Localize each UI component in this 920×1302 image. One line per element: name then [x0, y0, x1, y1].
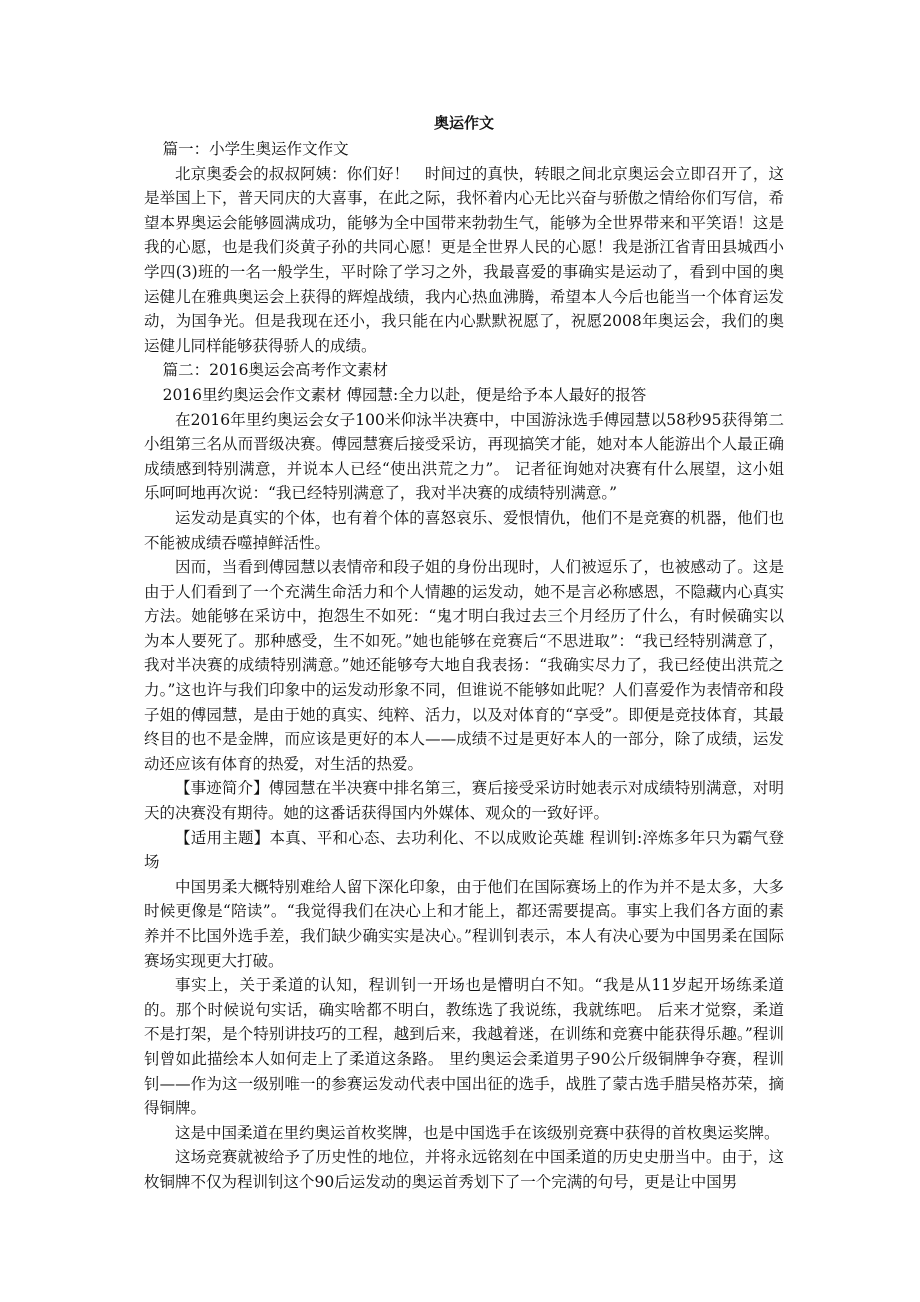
- paragraph: 因而，当看到傅园慧以表情帝和段子姐的身份出现时，人们被逗乐了，也被感动了。这是由于人们看到了一个充满生命活力和个人情趣的运发动，她不是言必称感恩，不隐藏内心真实方法。她能够在采访中，抱怨生不如死：“鬼才明白我过去三个月经历了什么，有时候确实以为本人要死了。那种感受，生不如死。”她也能够在竞赛后“不思进取”：“我已经特别满意了，我对半决赛的成绩特别满意。”她还能够夸大地自我表扬：“我确实尽力了，我已经使出洪荒之力。”这也许与我们印象中的运发动形象不同，但谁说不能够如此呢？人们喜爱作为表情帝和段子姐的傅园慧，是由于她的真实、纯粹、活力，以及对体育的“享受”。即便是竞技体育，其最终目的也不是金牌，而应该是更好的本人——成绩不过是更好本人的一部分，除了成绩，运发动还应该有体育的热爱，对生活的热爱。: [144, 558, 784, 773]
- paragraph: 事实上，关于柔道的认知，程训钊一开场也是懵明白不知。“我是从11岁起开场练柔道的。那个时候说句实话，确实啥都不明白，教练选了我说练，我就练吧。 后来才觉察，柔道不是打架，是个特别讲技巧的工程，越到后来，我越着迷，在训练和竞赛中能获得乐趣。”程训钊曾如此描绘本人如何走上了柔道这条路。 里约奥运会柔道男子90公斤级铜牌争夺赛，程训钊——作为这一级别唯一的参赛运发动代表中国出征的选手，战胜了蒙古选手腊吴格苏荣，摘得铜牌。: [144, 976, 784, 1118]
- document-body: [144, 137, 784, 1195]
- paragraph: 这是中国柔道在里约奥运首枚奖牌，也是中国选手在该级别竞赛中获得的首枚奥运奖牌。: [175, 1123, 780, 1142]
- paragraph: 运发动是真实的个体，也有着个体的喜怒哀乐、爱恨情仇，他们不是竞赛的机器，他们也不能被成绩吞噬掉鲜活性。: [144, 508, 784, 552]
- document-title: 奥运作文: [433, 114, 494, 132]
- paragraph: 这场竞赛就被给予了历史性的地位，并将永远铭刻在中国柔道的历史史册当中。由于，这枚铜牌不仅为程训钊这个90后运发动的奥运首秀划下了一个完满的句号，更是让中国男: [144, 1148, 784, 1191]
- paragraph: 在2016年里约奥运会女子100米仰泳半决赛中，中国游泳选手傅园慧以58秒95获得第二小组第三名从而晋级决赛。傅园慧赛后接受采访，再现搞笑才能，她对本人能游出个人最正确成绩感到特别满意，并说本人已经“使出洪荒之力”。 记者征询她对决赛有什么展望，这小姐乐呵呵地再次说：“我已经特别满意了，我对半决赛的成绩特别满意。”: [144, 410, 784, 503]
- paragraph: 中国男柔大概特别难给人留下深化印象，由于他们在国际赛场上的作为并不是太多，大多时候更像是“陪读”。“我觉得我们在决心上和才能上，都还需要提高。事实上我们各方面的素养并不比国外选手差，我们缺少确实实是决心。”程训钊表示，本人有决心要为中国男柔在国际赛场实现更大打破。: [144, 877, 784, 970]
- paragraph: 2016里约奥运会作文素材 傅园慧:全力以赴，便是给予本人最好的报答: [162, 385, 647, 404]
- paragraph: 【适用主题】本真、平和心态、去功利化、不以成败论英雄 程训钊:淬炼多年只为霸气登场: [144, 828, 784, 872]
- paragraph: 篇二：2016奥运会高考作文素材: [162, 361, 389, 380]
- document-page: [144, 112, 784, 1195]
- paragraph: 北京奥委会的叔叔阿姨：你们好！ 时间过的真快，转眼之间北京奥运会立即召开了，这是举国上下，普天同庆的大喜事，在此之际，我怀着内心无比兴奋与骄傲之情给你们写信，希望本界奥运会能够圆满成功，能够为全中国带来勃勃生气，能够为全世界带来和平笑语！这是我的心愿，也是我们炎黄子孙的共同心愿！更是全世界人民的心愿！我是浙江省青田县城西小学四(3)班的一名一般学生，平时除了学习之外，我最喜爱的事确实是运动了，看到中国的奥运健儿在雅典奥运会上获得的辉煌战绩，我内心热血沸腾，希望本人今后也能当一个体育运发动，为国争光。但是我现在还小，我只能在内心默默祝愿了，祝愿2008年奥运会，我们的奥运健儿同样能够获得骄人的成绩。: [144, 164, 784, 355]
- paragraph: 【事迹简介】傅园慧在半决赛中排名第三，赛后接受采访时她表示对成绩特别满意，对明天的决赛没有期待。她的这番话获得国内外媒体、观众的一致好评。: [144, 779, 784, 823]
- paragraph: 篇一：小学生奥运作文作文: [162, 140, 349, 158]
